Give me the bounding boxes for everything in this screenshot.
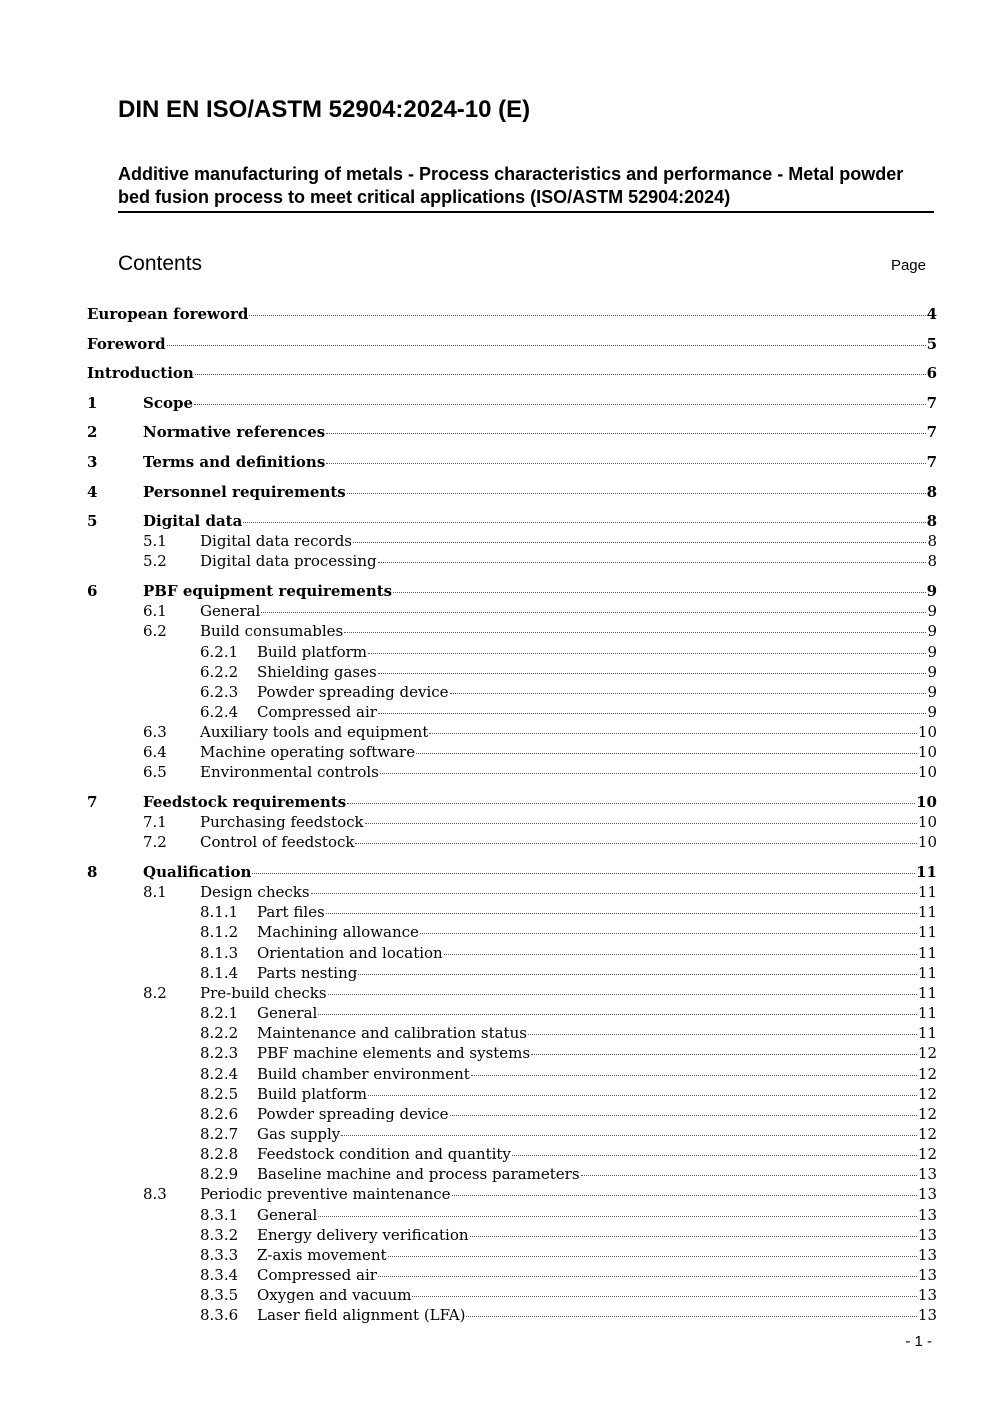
toc-dot-leader: [378, 562, 927, 563]
toc-entry[interactable]: [87, 304, 937, 324]
toc-entry[interactable]: [87, 452, 937, 472]
toc-entry[interactable]: [87, 1064, 937, 1084]
toc-entry-page: 7: [926, 423, 937, 442]
toc-entry-title: Parts nesting: [257, 963, 358, 982]
toc-entry-title: Qualification: [143, 862, 252, 881]
toc-entry-title: General: [257, 1004, 318, 1023]
toc-dot-leader: [167, 345, 926, 346]
toc-entry-page: 11: [917, 983, 937, 1002]
toc-entry-page: 6: [926, 364, 937, 383]
toc-entry[interactable]: [87, 682, 937, 702]
toc-entry-number: 8: [87, 862, 98, 881]
toc-entry-number: 8.2.2: [200, 1024, 239, 1043]
toc-dot-leader: [368, 653, 926, 654]
toc-dot-leader: [581, 1175, 917, 1176]
toc-entry-number: 8.2.4: [200, 1064, 239, 1083]
toc-entry-page: 9: [926, 582, 937, 601]
toc-entry[interactable]: [87, 963, 937, 983]
toc-entry-page: 12: [917, 1064, 937, 1083]
toc-entry-number: 1: [87, 393, 98, 412]
toc-dot-leader: [388, 1256, 917, 1257]
toc-entry[interactable]: [87, 1305, 937, 1325]
toc-dot-leader: [378, 713, 927, 714]
toc-entry-page: 11: [917, 943, 937, 962]
toc-entry[interactable]: [87, 1003, 937, 1023]
toc-entry-title: PBF machine elements and systems: [257, 1044, 531, 1063]
toc-entry-number: 8.1.1: [200, 903, 239, 922]
toc-entry-page: 11: [917, 963, 937, 982]
toc-entry-number: 8.3.6: [200, 1306, 239, 1325]
document-title: DIN EN ISO/ASTM 52904:2024-10 (E): [118, 96, 531, 123]
toc-dot-leader: [470, 1236, 917, 1237]
toc-dot-leader: [195, 374, 926, 375]
table-of-contents: [87, 304, 937, 1326]
toc-entry-title: Terms and definitions: [143, 452, 326, 471]
toc-entry-title: Feedstock requirements: [143, 793, 347, 812]
toc-entry-number: 5.2: [143, 552, 167, 571]
toc-entry-title: Design checks: [200, 883, 310, 902]
toc-entry[interactable]: [87, 1124, 937, 1144]
toc-entry-number: 8.2.8: [200, 1145, 239, 1164]
toc-entry-title: Shielding gases: [257, 662, 377, 681]
toc-entry-page: 9: [927, 682, 937, 701]
toc-entry-title: Pre-build checks: [200, 983, 327, 1002]
toc-entry[interactable]: [87, 621, 937, 641]
toc-entry[interactable]: [87, 393, 937, 413]
toc-dot-leader: [344, 632, 926, 633]
toc-entry-page: 11: [917, 1024, 937, 1043]
toc-dot-leader: [452, 1195, 917, 1196]
toc-entry-number: 6.3: [143, 723, 167, 742]
toc-entry[interactable]: [87, 862, 937, 882]
toc-entry[interactable]: [87, 943, 937, 963]
toc-entry[interactable]: [87, 551, 937, 571]
toc-entry-number: 6.2.3: [200, 682, 239, 701]
toc-entry[interactable]: [87, 792, 937, 812]
toc-entry-page: 13: [917, 1205, 937, 1224]
toc-entry-page: 10: [917, 723, 937, 742]
toc-dot-leader: [326, 463, 925, 464]
toc-entry-page: 13: [917, 1266, 937, 1285]
toc-dot-leader: [393, 592, 925, 593]
toc-dot-leader: [412, 1296, 916, 1297]
toc-entry-number: 7: [87, 793, 98, 812]
toc-entry-page: 8: [926, 512, 937, 531]
toc-entry-page: 10: [917, 763, 937, 782]
toc-entry[interactable]: [87, 662, 937, 682]
toc-entry-title: Build consumables: [200, 622, 344, 641]
toc-dot-leader: [450, 1115, 917, 1116]
toc-entry-page: 10: [917, 833, 937, 852]
toc-entry-page: 7: [926, 393, 937, 412]
toc-entry-number: 6.2.1: [200, 642, 239, 661]
toc-entry[interactable]: [87, 1184, 937, 1204]
toc-entry[interactable]: [87, 1023, 937, 1043]
toc-entry-title: Normative references: [143, 423, 326, 442]
toc-dot-leader: [450, 693, 927, 694]
toc-entry[interactable]: [87, 363, 937, 383]
toc-entry[interactable]: [87, 902, 937, 922]
toc-entry-number: 8.2.1: [200, 1004, 239, 1023]
toc-entry-page: 10: [917, 743, 937, 762]
toc-entry-page: 13: [917, 1185, 937, 1204]
toc-entry-number: 7.2: [143, 833, 167, 852]
toc-entry-title: General: [200, 602, 261, 621]
toc-entry-number: 8.3.3: [200, 1245, 239, 1264]
toc-dot-leader: [353, 542, 926, 543]
toc-entry-title: Control of feedstock: [200, 833, 355, 852]
toc-entry-number: 8.2: [143, 983, 167, 1002]
toc-dot-leader: [378, 673, 927, 674]
toc-entry-page: 9: [927, 602, 937, 621]
toc-entry[interactable]: [87, 702, 937, 722]
toc-entry-page: 13: [917, 1225, 937, 1244]
toc-entry-title: Part files: [257, 903, 325, 922]
toc-entry[interactable]: [87, 762, 937, 782]
toc-dot-leader: [326, 433, 925, 434]
toc-entry[interactable]: [87, 1265, 937, 1285]
toc-entry-page: 8: [927, 552, 937, 571]
toc-entry[interactable]: [87, 581, 937, 601]
toc-entry-number: 2: [87, 423, 98, 442]
toc-entry-title: Auxiliary tools and equipment: [200, 723, 429, 742]
contents-heading: Contents: [118, 252, 203, 275]
toc-entry-page: 13: [917, 1165, 937, 1184]
toc-entry-title: Laser field alignment (LFA): [257, 1306, 466, 1325]
toc-dot-leader: [466, 1316, 916, 1317]
toc-dot-leader: [378, 1276, 917, 1277]
toc-dot-leader: [420, 933, 917, 934]
toc-entry[interactable]: [87, 722, 937, 742]
toc-entry-title: Powder spreading device: [257, 1104, 449, 1123]
toc-entry[interactable]: [87, 1104, 937, 1124]
toc-entry-number: 8.1.4: [200, 963, 239, 982]
toc-dot-leader: [252, 873, 915, 874]
toc-entry-number: 8.3.2: [200, 1225, 239, 1244]
toc-entry[interactable]: [87, 531, 937, 551]
toc-entry-page: 12: [917, 1084, 937, 1103]
toc-entry-number: 8.3.1: [200, 1205, 239, 1224]
toc-entry-title: Oxygen and vacuum: [257, 1286, 412, 1305]
toc-entry-page: 13: [917, 1306, 937, 1325]
toc-entry[interactable]: [87, 882, 937, 902]
toc-dot-leader: [243, 522, 925, 523]
toc-entry[interactable]: [87, 422, 937, 442]
toc-entry-title: Orientation and location: [257, 943, 443, 962]
toc-entry-page: 8: [927, 532, 937, 551]
toc-entry-page: 9: [927, 662, 937, 681]
toc-entry-number: 8.1.2: [200, 923, 239, 942]
toc-entry-title: Introduction: [87, 364, 194, 383]
toc-entry[interactable]: [87, 812, 937, 832]
page-number: - 1 -: [905, 1333, 932, 1350]
toc-entry[interactable]: [87, 1245, 937, 1265]
toc-dot-leader: [358, 974, 917, 975]
toc-entry-page: 9: [927, 642, 937, 661]
toc-entry-title: Baseline machine and process parameters: [257, 1165, 580, 1184]
toc-entry[interactable]: [87, 642, 937, 662]
toc-entry-title: Build platform: [257, 1084, 367, 1103]
toc-entry-page: 11: [917, 1004, 937, 1023]
toc-entry-title: PBF equipment requirements: [143, 582, 393, 601]
toc-entry-number: 3: [87, 452, 98, 471]
toc-dot-leader: [341, 1135, 917, 1136]
toc-entry[interactable]: [87, 1043, 937, 1063]
toc-dot-leader: [368, 1095, 917, 1096]
toc-entry-page: 10: [917, 813, 937, 832]
toc-entry-title: Compressed air: [257, 703, 377, 721]
toc-entry-page: 9: [927, 622, 937, 641]
document-subtitle: Additive manufacturing of metals - Process characteristics and performance - Metal powder bed fusion process to meet critical applications (ISO/ASTM 52904:2024): [118, 163, 934, 213]
toc-entry-title: Digital data records: [200, 532, 352, 551]
toc-entry-number: 8.1: [143, 883, 167, 902]
toc-entry-page: 12: [917, 1125, 937, 1143]
toc-entry-page: 11: [917, 923, 937, 942]
toc-entry-number: 6.2.2: [200, 662, 239, 681]
toc-entry-number: 6.2: [143, 622, 167, 641]
toc-dot-leader: [355, 843, 916, 844]
toc-dot-leader: [326, 913, 917, 914]
toc-entry[interactable]: [87, 832, 937, 852]
toc-dot-leader: [365, 823, 917, 824]
toc-entry[interactable]: [87, 482, 937, 502]
toc-entry-page: 12: [917, 1145, 937, 1164]
toc-entry-page: 7: [926, 452, 937, 471]
toc-entry-page: 11: [916, 862, 937, 881]
toc-entry-number: 8.3: [143, 1185, 167, 1204]
toc-dot-leader: [429, 733, 917, 734]
toc-entry-number: 6.5: [143, 763, 167, 782]
toc-entry-number: 6.2.4: [200, 703, 239, 721]
toc-dot-leader: [194, 404, 926, 405]
toc-entry-page: 12: [917, 1044, 937, 1063]
toc-entry-number: 8.2.7: [200, 1125, 239, 1143]
toc-entry-number: 8.2.3: [200, 1044, 239, 1063]
toc-entry-number: 6: [87, 582, 98, 601]
toc-entry[interactable]: [87, 1205, 937, 1225]
toc-entry-number: 8.2.9: [200, 1165, 239, 1184]
toc-entry-number: 8.3.4: [200, 1266, 239, 1285]
toc-entry-title: Periodic preventive maintenance: [200, 1185, 451, 1204]
toc-entry-title: Compressed air: [257, 1266, 377, 1285]
toc-entry-title: Environmental controls: [200, 763, 379, 782]
toc-entry[interactable]: [87, 742, 937, 762]
toc-entry-page: 8: [926, 482, 937, 501]
toc-entry-page: 4: [926, 305, 937, 323]
toc-dot-leader: [261, 612, 926, 613]
toc-entry-page: 10: [916, 793, 937, 812]
toc-dot-leader: [531, 1054, 917, 1055]
toc-dot-leader: [347, 803, 915, 804]
toc-dot-leader: [471, 1075, 917, 1076]
toc-entry-page: 13: [917, 1286, 937, 1305]
toc-entry-number: 4: [87, 482, 98, 501]
toc-entry-number: 5.1: [143, 532, 167, 551]
toc-entry[interactable]: [87, 1084, 937, 1104]
toc-entry[interactable]: [87, 1285, 937, 1305]
toc-entry-number: 8.2.5: [200, 1084, 239, 1103]
toc-entry-title: Machining allowance: [257, 923, 419, 942]
toc-dot-leader: [444, 954, 917, 955]
toc-dot-leader: [528, 1034, 917, 1035]
toc-entry[interactable]: [87, 1164, 937, 1184]
toc-entry-page: 9: [927, 703, 937, 721]
toc-entry[interactable]: [87, 1144, 937, 1164]
toc-entry-title: Purchasing feedstock: [200, 813, 364, 832]
toc-entry[interactable]: [87, 983, 937, 1003]
toc-entry-page: 11: [917, 903, 937, 922]
toc-entry-title: Energy delivery verification: [257, 1225, 469, 1244]
toc-entry-title: Gas supply: [257, 1125, 341, 1143]
toc-dot-leader: [416, 753, 917, 754]
toc-entry-title: Z-axis movement: [257, 1245, 387, 1264]
toc-entry-number: 6.4: [143, 743, 167, 762]
toc-entry-number: 7.1: [143, 813, 167, 832]
toc-entry[interactable]: [87, 511, 937, 531]
toc-dot-leader: [347, 493, 926, 494]
toc-entry-number: 8.1.3: [200, 943, 239, 962]
toc-entry-title: Build chamber environment: [257, 1064, 470, 1083]
toc-dot-leader: [380, 773, 917, 774]
toc-entry-title: Maintenance and calibration status: [257, 1024, 527, 1043]
toc-entry-title: Personnel requirements: [143, 482, 346, 501]
toc-entry-title: General: [257, 1205, 318, 1224]
toc-dot-leader: [328, 994, 917, 995]
toc-entry-title: Machine operating software: [200, 743, 416, 762]
toc-entry-number: 8.3.5: [200, 1286, 239, 1305]
toc-entry-number: 6.1: [143, 602, 167, 621]
toc-entry-title: Feedstock condition and quantity: [257, 1145, 511, 1164]
toc-dot-leader: [318, 1014, 917, 1015]
toc-dot-leader: [512, 1155, 917, 1156]
toc-entry-page: 13: [917, 1245, 937, 1264]
toc-entry-number: 5: [87, 512, 98, 531]
toc-dot-leader: [249, 315, 925, 316]
toc-entry-page: 12: [917, 1104, 937, 1123]
toc-entry[interactable]: [87, 334, 937, 354]
toc-entry-title: Build platform: [257, 642, 367, 661]
toc-entry[interactable]: [87, 922, 937, 942]
toc-entry-title: European foreword: [87, 305, 249, 323]
toc-entry-title: Powder spreading device: [257, 682, 449, 701]
toc-entry-title: Scope: [143, 393, 194, 412]
toc-entry-number: 8.2.6: [200, 1104, 239, 1123]
toc-entry-page: 5: [926, 334, 937, 353]
toc-entry-title: Foreword: [87, 334, 166, 353]
toc-entry-page: 11: [917, 883, 937, 902]
toc-entry[interactable]: [87, 1225, 937, 1245]
toc-entry-title: Digital data processing: [200, 552, 377, 571]
page-column-heading: Page: [890, 257, 926, 274]
toc-dot-leader: [311, 893, 917, 894]
toc-entry[interactable]: [87, 601, 937, 621]
toc-entry-title: Digital data: [143, 512, 243, 531]
toc-dot-leader: [318, 1216, 917, 1217]
